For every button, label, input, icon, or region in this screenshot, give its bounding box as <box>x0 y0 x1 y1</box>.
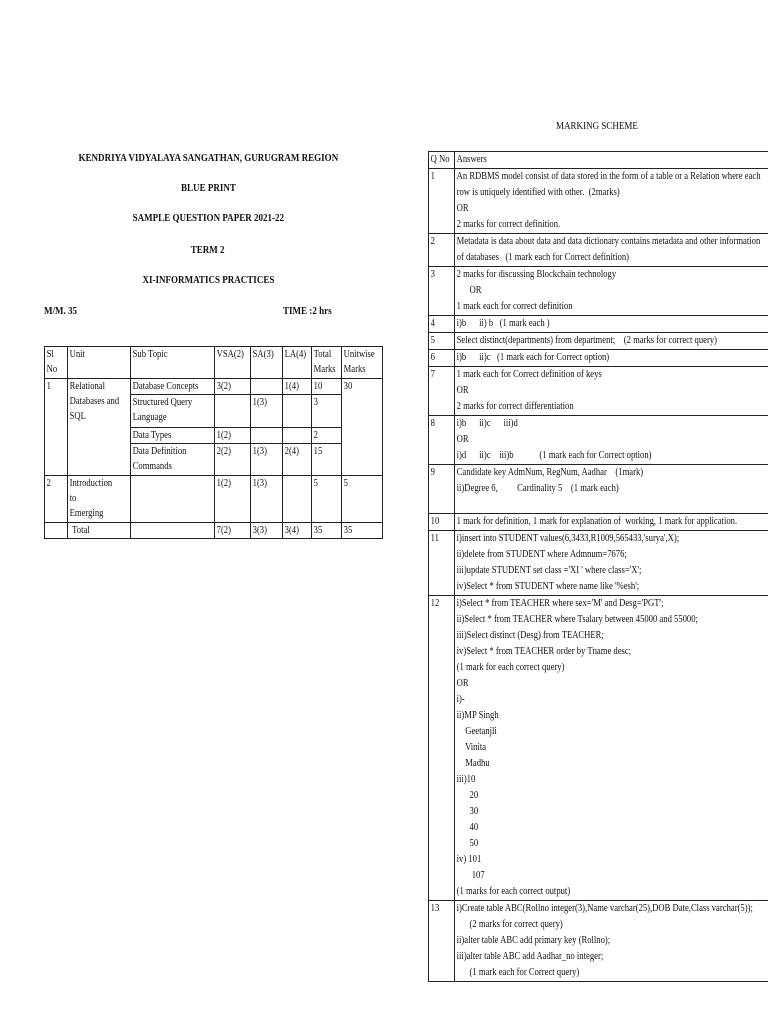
answer-row <box>429 267 768 316</box>
total-cell: 35 <box>312 523 342 539</box>
answer-text: Select distinct(departments) from department; (2 marks for correct query) <box>455 333 768 350</box>
sa-cell: 3(3) <box>250 523 282 539</box>
answer-text: Metadata is data about data and data dictionary contains metadata and other information of databases (1 mark each for Correct definition) <box>455 234 768 267</box>
subtopic-cell: Database Concepts <box>131 379 214 395</box>
answer-text: 1 mark each for Correct definition of keys OR 2 marks for correct differentiation <box>455 367 768 416</box>
question-number: 13 <box>429 901 455 982</box>
total-subtopic-cell <box>131 523 214 539</box>
total-label: Total <box>68 523 131 539</box>
header-total: Total Marks <box>312 347 342 379</box>
header-sa: SA(3) <box>250 347 282 379</box>
term-heading: TERM 2 <box>191 244 225 256</box>
row1-unitwise: 30 <box>341 379 382 476</box>
answer-text: i)b ii) b (1 mark each ) <box>455 316 768 333</box>
question-number: 8 <box>429 416 455 465</box>
max-marks: M/M. 35 <box>44 305 78 317</box>
blueprint-table <box>44 346 383 539</box>
total-cell: 5 <box>312 476 342 523</box>
sa-cell <box>250 428 282 444</box>
time-allowed: TIME :2 hrs <box>283 305 332 317</box>
la-cell <box>282 428 311 444</box>
question-number: 9 <box>429 465 455 514</box>
question-number: 12 <box>429 596 455 901</box>
table-row <box>45 379 383 395</box>
answer-row <box>429 531 768 596</box>
question-number: 2 <box>429 234 455 267</box>
answer-text: i)insert into STUDENT values(6,3433,R1009,565433,'surya',X); ii)delete from STUDENT where Admnum=7676; iii)update STUDENT set class ='XI ' where class='X'; iv)Select * from STUDENT where name like '%esh'; <box>455 531 768 596</box>
answer-row <box>429 514 768 531</box>
la-cell: 1(4) <box>282 379 311 395</box>
header-answers: Answers <box>455 152 768 169</box>
table-row <box>45 476 383 523</box>
answer-text: i)b ii)c iii)d OR i)d ii)c iii)b (1 mark each for Correct option) <box>455 416 768 465</box>
answer-row <box>429 169 768 234</box>
header-vsa: VSA(2) <box>214 347 250 379</box>
la-cell: 3(4) <box>282 523 311 539</box>
row2-unit: Introduction to Emerging <box>68 476 131 523</box>
paper-heading: SAMPLE QUESTION PAPER 2021-22 <box>132 212 284 224</box>
subtopic-cell: Data Definition Commands <box>131 444 214 476</box>
vsa-cell: 2(2) <box>214 444 250 476</box>
answer-text: i)Create table ABC(Rollno integer(3),Name varchar(25),DOB Date,Class varchar(5)); (2 marks for correct query) ii)alter table ABC add primary key (Rollno); iii)alter table ABC add Aadhar_no integer; (1 mark each for Correct query) <box>455 901 768 982</box>
answer-row <box>429 901 768 982</box>
vsa-cell: 1(2) <box>214 428 250 444</box>
sa-cell <box>250 379 282 395</box>
total-row <box>45 523 383 539</box>
la-cell: 2(4) <box>282 444 311 476</box>
question-number: 11 <box>429 531 455 596</box>
row2-sl: 2 <box>45 476 68 523</box>
question-number: 10 <box>429 514 455 531</box>
row1-unit: Relational Databases and SQL <box>68 379 131 476</box>
sa-cell: 1(3) <box>250 395 282 428</box>
marking-scheme-title: MARKING SCHEME <box>555 120 638 132</box>
row1-sl: 1 <box>45 379 68 476</box>
la-cell <box>282 395 311 428</box>
question-number: 7 <box>429 367 455 416</box>
answer-text: i)b ii)c (1 mark each for Correct option) <box>455 350 768 367</box>
question-number: 3 <box>429 267 455 316</box>
total-cell: 3 <box>312 395 342 428</box>
subtopic-cell <box>131 476 214 523</box>
la-cell <box>282 476 311 523</box>
subtopic-cell: Structured Query Language <box>131 395 214 428</box>
total-sl-cell <box>45 523 68 539</box>
question-number: 6 <box>429 350 455 367</box>
total-cell: 15 <box>312 444 342 476</box>
header-sl: Sl No <box>45 347 68 379</box>
blueprint-header-row <box>45 347 383 379</box>
unitwise-cell: 5 <box>341 476 382 523</box>
subject-heading: XI-INFORMATICS PRACTICES <box>142 274 274 286</box>
answer-row <box>429 596 768 901</box>
total-cell: 2 <box>312 428 342 444</box>
answer-row <box>429 465 768 514</box>
header-unit: Unit <box>68 347 131 379</box>
subtopic-cell: Data Types <box>131 428 214 444</box>
answer-text: i)Select * from TEACHER where sex='M' and Desg='PGT'; ii)Select * from TEACHER where Tsalary between 45000 and 55000; iii)Select distinct (Desg) from TEACHER; iv)Select * from TEACHER order by Tname desc; (1 mark for each correct query) OR i)- ii)MP Singh Geetanjli Vinita Madhu iii)10 20 30 40 50 iv) 101 107 (1 marks for each correct output) <box>455 596 768 901</box>
marking-scheme-header-row <box>429 152 768 169</box>
question-number: 1 <box>429 169 455 234</box>
org-heading: KENDRIYA VIDYALAYA SANGATHAN, GURUGRAM REGION <box>78 152 338 164</box>
answer-text: 2 marks for discussing Blockchain technology OR 1 mark each for correct definition <box>455 267 768 316</box>
sa-cell: 1(3) <box>250 444 282 476</box>
answer-row <box>429 316 768 333</box>
answer-text: An RDBMS model consist of data stored in the form of a table or a Relation where each row is uniquely identified with other. (2marks) OR 2 marks for correct definition. <box>455 169 768 234</box>
answer-text: Candidate key AdmNum, RegNum, Aadhar (1mark) ii)Degree 6, Cardinality 5 (1 mark each) <box>455 465 768 514</box>
doc-type-heading: BLUE PRINT <box>180 182 236 194</box>
answer-row <box>429 367 768 416</box>
total-cell: 10 <box>312 379 342 395</box>
unitwise-cell: 35 <box>341 523 382 539</box>
vsa-cell <box>214 395 250 428</box>
question-number: 5 <box>429 333 455 350</box>
answer-row <box>429 416 768 465</box>
answer-row <box>429 234 768 267</box>
header-subtopic: Sub Topic <box>131 347 214 379</box>
vsa-cell: 3(2) <box>214 379 250 395</box>
sa-cell: 1(3) <box>250 476 282 523</box>
header-la: LA(4) <box>282 347 311 379</box>
header-qno: Q No <box>429 152 455 169</box>
answer-row <box>429 350 768 367</box>
marking-scheme-table <box>428 151 768 982</box>
header-unitwise: Unitwise Marks <box>341 347 382 379</box>
question-number: 4 <box>429 316 455 333</box>
vsa-cell: 7(2) <box>214 523 250 539</box>
answer-text: 1 mark for definition, 1 mark for explanation of working, 1 mark for application. <box>455 514 768 531</box>
vsa-cell: 1(2) <box>214 476 250 523</box>
answer-row <box>429 333 768 350</box>
